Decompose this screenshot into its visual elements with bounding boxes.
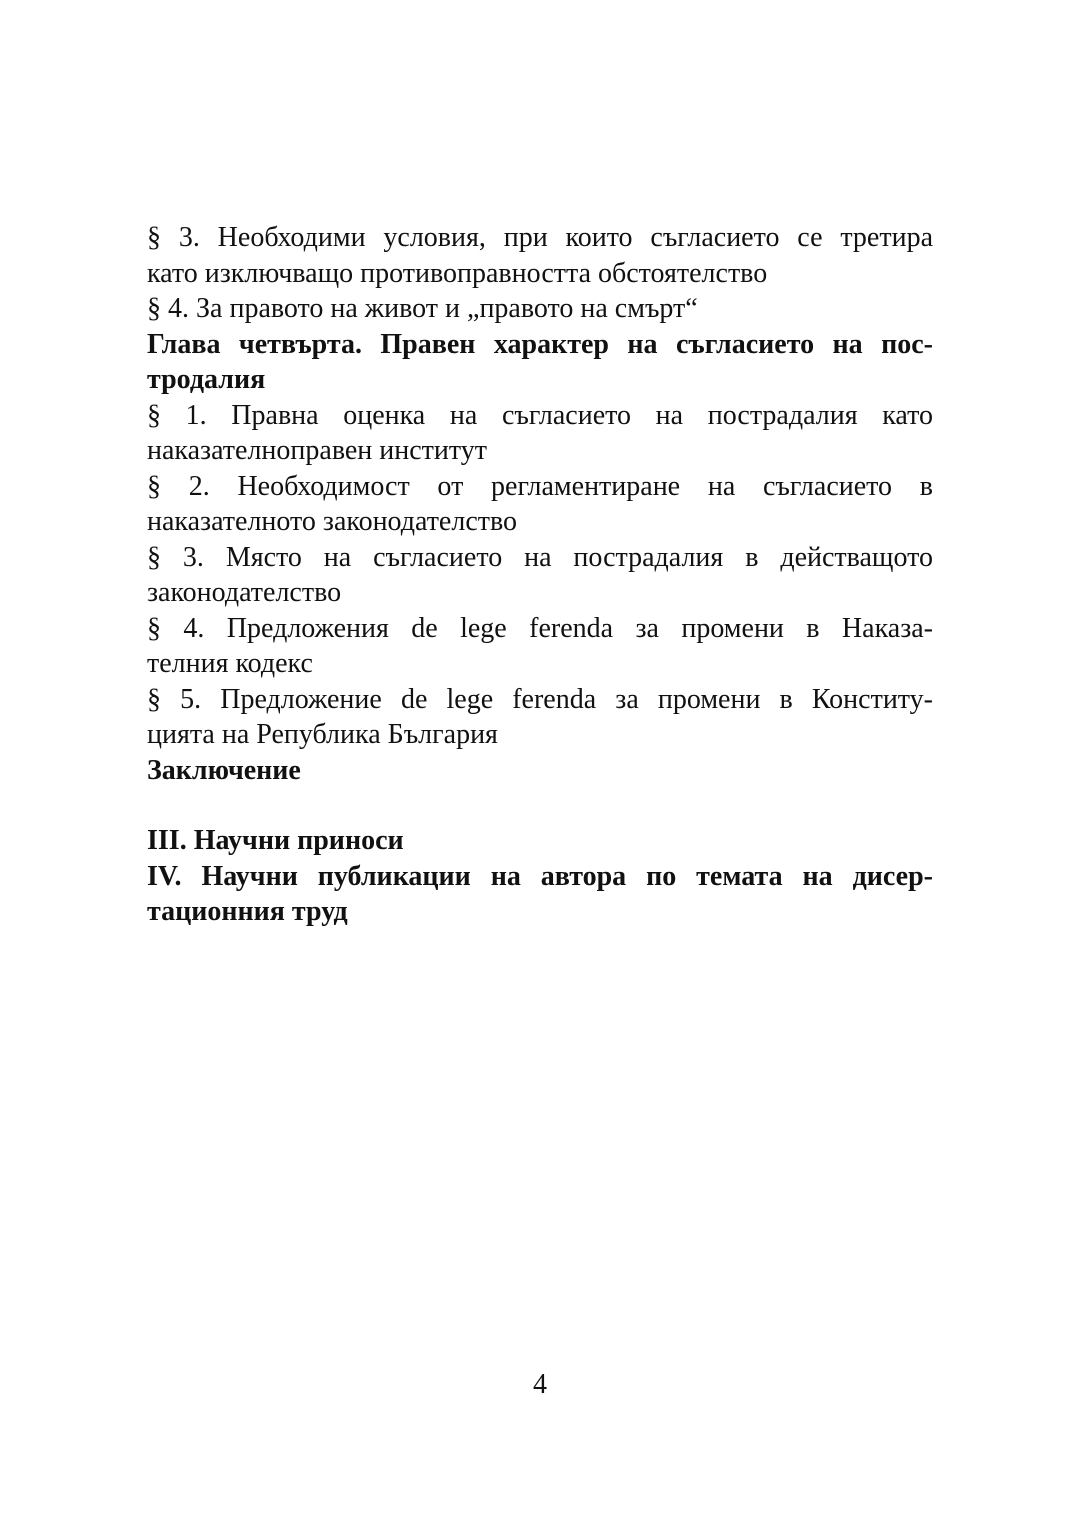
toc-line: § 1. Правна оценка на съгласието на пострадалия като — [147, 399, 933, 431]
toc-chapter-four-heading — [147, 327, 933, 398]
toc-section-3-conditions — [147, 220, 933, 291]
toc-section-4-proposals-penal-code — [147, 611, 933, 682]
toc-line: телния кодекс — [147, 648, 313, 679]
toc-section-2-regulation-need — [147, 469, 933, 540]
toc-line: като изключващо противоправността обстоятелство — [147, 257, 768, 289]
toc-author-publications — [147, 859, 933, 930]
toc-line: § 5. Предложение de lege ferenda за промени в Конститу- — [147, 683, 933, 715]
toc-line: Глава четвърта. Правен характер на съгласието на пос- — [147, 328, 933, 360]
toc-line: наказателното законодателство — [147, 506, 518, 537]
toc-line: § 3. Място на съгласието на пострадалия в действащото — [147, 541, 933, 573]
toc-line: § 4. За правото на живот и „правото на смърт“ — [147, 293, 698, 324]
toc-line: тационния труд — [147, 896, 348, 927]
toc-line: § 3. Необходими условия, при които съгласието се третира — [147, 222, 933, 253]
toc-line: § 2. Необходимост от регламентиране на съгласието в — [147, 470, 933, 502]
toc-line: § 4. Предложения de lege ferenda за промени в Наказа- — [147, 612, 933, 644]
table-of-contents — [147, 220, 933, 930]
toc-conclusion — [147, 753, 933, 789]
toc-line: цията на Република България — [147, 719, 498, 750]
toc-section-5-proposal-constitution — [147, 682, 933, 753]
toc-line: Заключение — [147, 754, 301, 786]
page-number: 4 — [533, 1369, 547, 1400]
toc-line: III. Научни приноси — [147, 825, 404, 856]
toc-section-4-right-to-life — [147, 291, 933, 327]
toc-line: законодателство — [147, 577, 342, 608]
toc-line: IV. Научни публикации на автора по темата на дисер- — [147, 860, 933, 892]
toc-scientific-contributions — [147, 823, 933, 859]
toc-section-1-legal-assessment — [147, 398, 933, 469]
section-spacer — [147, 788, 933, 823]
toc-line: наказателноправен институт — [147, 435, 488, 466]
toc-section-3-place-in-legislation — [147, 540, 933, 611]
toc-line: тродалия — [147, 364, 266, 395]
